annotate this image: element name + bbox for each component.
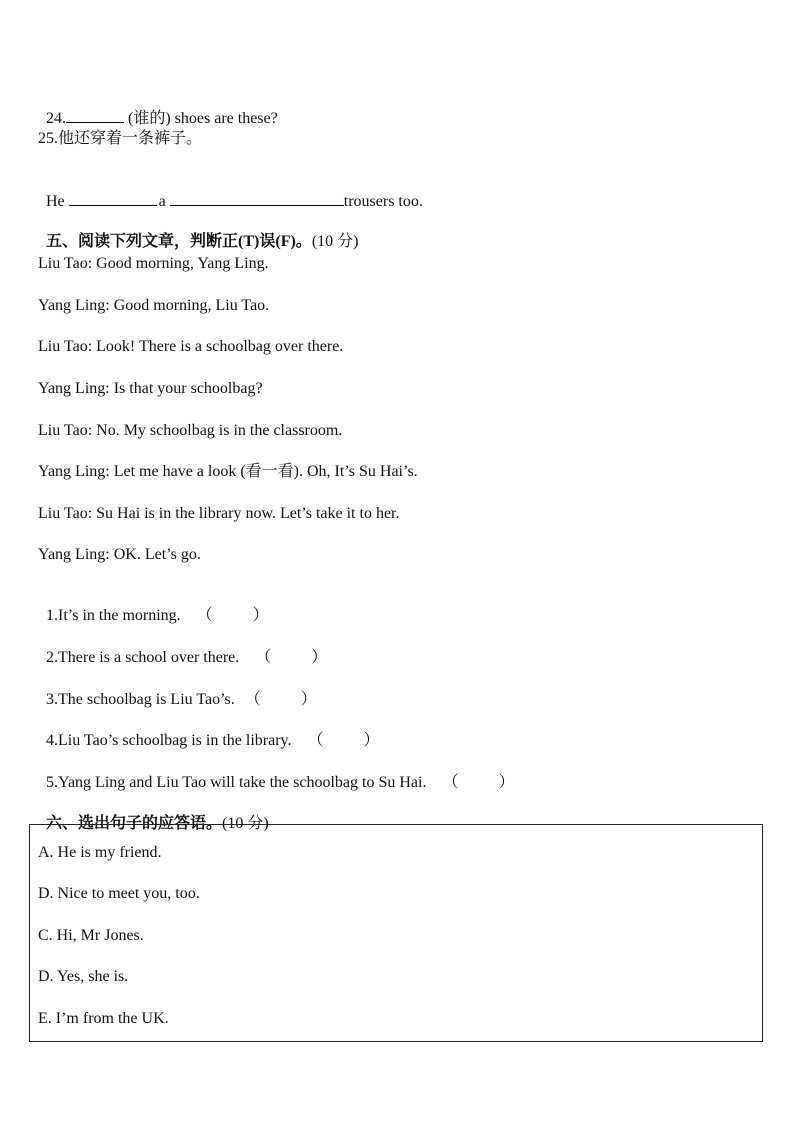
paren-open: （ xyxy=(442,774,459,791)
section-5-tail: 。 xyxy=(295,233,312,250)
judgment-item xyxy=(38,670,317,710)
paren-close: ） xyxy=(300,691,317,708)
answer-paren[interactable] xyxy=(245,690,317,710)
option-item: D. Yes, she is. xyxy=(38,968,129,985)
dialogue-line: Liu Tao: No. My schoolbag is in the classroom. xyxy=(38,422,343,439)
judgment-item xyxy=(38,628,327,668)
question-25-answer xyxy=(38,171,423,212)
question-25-prompt: 25.他还穿着一条裤子。 xyxy=(38,130,203,147)
dialogue-line: Liu Tao: Su Hai is in the library now. Let’s take it to her. xyxy=(38,505,400,522)
section-6-title: 六、选出句子的应答语。 xyxy=(46,815,223,832)
q25-word-he: He xyxy=(46,193,69,210)
answer-paren[interactable] xyxy=(197,606,269,626)
judgment-text: 1.It’s in the morning. xyxy=(46,607,181,624)
dialogue-line: Yang Ling: OK. Let’s go. xyxy=(38,546,201,563)
section-5-title: 五、阅读下列文章，判断正 xyxy=(46,233,239,250)
section-5-score: (10 分) xyxy=(311,233,359,250)
section-6-score: (10 分) xyxy=(222,815,269,832)
dialogue-line: Liu Tao: Good morning, Yang Ling. xyxy=(38,255,269,272)
answer-paren[interactable] xyxy=(255,648,327,668)
dialogue-line: Yang Ling: Is that your schoolbag? xyxy=(38,380,263,397)
question-24 xyxy=(38,88,278,129)
paren-close: ） xyxy=(363,732,380,749)
q25-word-trousers: trousers too. xyxy=(343,193,423,210)
dialogue-line: Yang Ling: Let me have a look (看一看). Oh, It’s Su Hai’s. xyxy=(38,463,418,480)
judgment-text: 2.There is a school over there. xyxy=(46,649,240,666)
judgment-text: 4.Liu Tao’s schoolbag is in the library. xyxy=(46,732,292,749)
answer-paren[interactable] xyxy=(308,731,380,751)
true-label: (T) xyxy=(238,233,260,250)
answer-blank[interactable] xyxy=(170,191,344,206)
answer-paren[interactable] xyxy=(442,773,514,793)
dialogue-line: Liu Tao: Look! There is a schoolbag over there. xyxy=(38,338,344,355)
q24-number: 24. xyxy=(46,110,66,127)
q25-word-a: a xyxy=(158,193,170,210)
judgment-item xyxy=(38,586,269,626)
option-item: A. He is my friend. xyxy=(38,844,162,861)
q24-text: (谁的) shoes are these? xyxy=(124,110,278,127)
paren-open: （ xyxy=(255,649,272,666)
answer-blank[interactable] xyxy=(66,108,124,123)
false-label: (F) xyxy=(275,233,296,250)
paren-open: （ xyxy=(196,607,213,624)
option-item: C. Hi, Mr Jones. xyxy=(38,927,144,944)
judgment-text: 5.Yang Ling and Liu Tao will take the schoolbag to Su Hai. xyxy=(46,774,427,791)
judgment-item xyxy=(38,753,515,793)
section-5-heading xyxy=(38,212,358,252)
paren-open: （ xyxy=(244,691,261,708)
answer-blank[interactable] xyxy=(69,191,157,206)
option-item: E. I’m from the UK. xyxy=(38,1010,169,1027)
judgment-text: 3.The schoolbag is Liu Tao’s. xyxy=(46,691,235,708)
paren-open: （ xyxy=(307,732,324,749)
dialogue-line: Yang Ling: Good morning, Liu Tao. xyxy=(38,297,270,314)
option-item: D. Nice to meet you, too. xyxy=(38,885,200,902)
section-5-mid: 误 xyxy=(259,233,276,250)
paren-close: ） xyxy=(498,774,515,791)
paren-close: ） xyxy=(311,649,328,666)
paren-close: ） xyxy=(252,607,269,624)
judgment-item xyxy=(38,711,380,751)
options-box xyxy=(29,824,763,1042)
